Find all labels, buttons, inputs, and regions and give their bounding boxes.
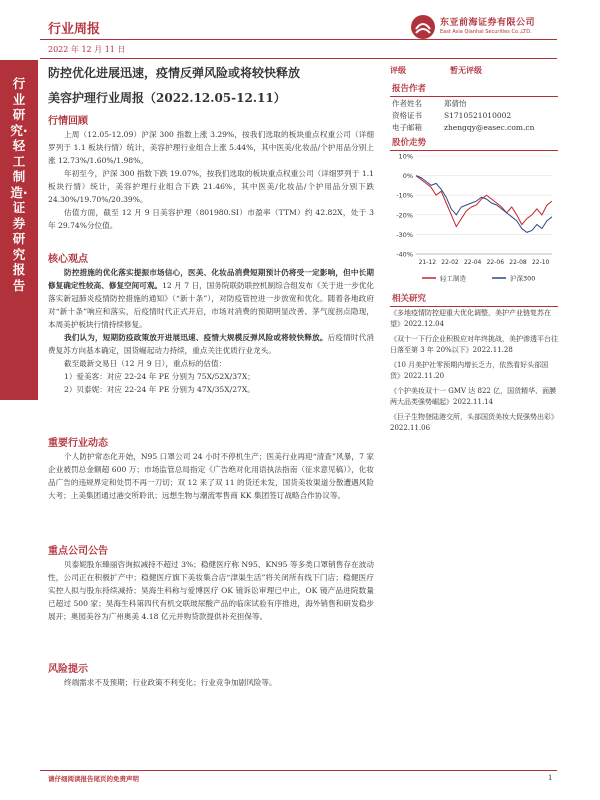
footer-disclaimer: 请仔细阅读报告尾页的免责声明 — [48, 775, 139, 783]
stock-trend-svg — [390, 150, 558, 290]
x-tick-label: 22-04 — [463, 259, 482, 266]
core-view-p1-bold: 防控措施的优化落实提振市场信心，医美、化妆品消费短期预计仍将受一定影响，但中长期修复确定性较高、修复空间可观。 — [48, 268, 374, 290]
market-review-p3: 估值方面，截至 12 月 9 日美容护理（801980.SI）市盈率（TTM）约 42.82X，处于 3 年 29.74%分位值。 — [48, 208, 374, 230]
report-headline: 防控优化进展迅速，疫情反弹风险或将较快释放 — [48, 66, 301, 80]
y-tick-label: -40% — [396, 250, 413, 259]
x-tick-label: 22-08 — [509, 259, 527, 266]
y-tick-label: 0% — [402, 172, 413, 181]
related-item[interactable]: 《巨子生物登陆港交所，头部国货美妆大促强势出彩》2022.11.06 — [390, 413, 558, 432]
related-item[interactable]: 《10 月美护社零预期内增长乏力，依然看好头部国货》2022.11.20 — [390, 361, 549, 380]
rating-row — [390, 65, 558, 79]
company-news-body — [48, 558, 374, 623]
page-number: 1 — [548, 774, 553, 782]
report-type-title: 行业周报 — [48, 22, 101, 37]
y-tick-label: -20% — [396, 211, 413, 220]
core-view-p2-bold: 我们认为，短期防疫政策放开进展迅速、疫情大规模反弹风险或将较快释放。 — [64, 333, 328, 342]
related-item[interactable]: 《双十一下行企业积极应对年终挑战，美护渗透平台往日落至第 3 年 20%以下》2022.11.28 — [390, 335, 558, 354]
analyst-row: 电子邮箱 zhengqy@easec.com.cn — [392, 123, 535, 132]
logo-en-text: East Asia Qianhai Securities Co.,LTD. — [440, 29, 532, 35]
related-item[interactable]: 《个护美妆双十一 GMV 达 822 亿，国货精华、面膜两大品类强势崛起》2022.11.14 — [390, 387, 557, 406]
legend-label: 轻工制造 — [440, 274, 466, 283]
section-title-core-view: 核心观点 — [48, 254, 88, 265]
footer-divider — [40, 770, 557, 771]
analyst-info — [392, 98, 534, 134]
analyst-row: 资格证书 S1710521010002 — [392, 111, 512, 120]
logo-cn-text: 东亚前海证券有限公司 — [440, 18, 536, 28]
authors-section-title: 报告作者 — [390, 82, 558, 97]
industry-news-body — [48, 450, 374, 502]
related-item[interactable]: 《多地疫情防控迎重大优化调整，美护产业链复苏在望》2022.12.04 — [390, 309, 551, 328]
market-review-p2: 年初至今，沪深 300 指数下跌 19.07%，按我们选取的板块重点权重公司（详细罗列于 1.1 板块行情）统计，美容护理行业组合下跌 21.46%，其中医美/化妆品/个护用品分别下跌 24.30%/19.70%/20.39%。 — [48, 169, 374, 204]
logo-mark-icon — [410, 14, 436, 40]
report-subheadline: 美容护理行业周报（2022.12.05-12.11） — [48, 91, 286, 105]
x-tick-label: 22-02 — [441, 259, 459, 266]
core-view-p2 — [48, 331, 374, 357]
market-review-p1: 上周（12.05-12.09）沪深 300 指数上涨 3.29%，按我们选取的板块重点权重公司（详细罗列于 1.1 板块行情）统计，美容护理行业组合上涨 5.44%，其中医美/化妆品/个护用品分别上涨 12.73%/1.60%/1.98%。 — [48, 130, 374, 165]
core-view-body — [48, 266, 374, 396]
rating-label: 评级 — [390, 66, 406, 75]
rating-value: 暂无评级 — [450, 66, 482, 75]
x-tick-label: 22-10 — [531, 259, 550, 266]
stock-trend-chart — [390, 150, 558, 290]
core-view-p5: 2）贝泰妮：对应 22-24 年 PE 分别为 47X/35X/27X。 — [64, 385, 255, 394]
y-tick-label: -10% — [396, 191, 413, 200]
core-view-p2-rest: 后疫情时代消费复苏方向基本确定，国货崛起动力持续，重点关注优质行业龙头。 — [48, 333, 375, 355]
y-tick-label: -30% — [396, 230, 413, 239]
analyst-row: 作者姓名 郑倩怡 — [392, 99, 467, 108]
y-tick-label: 10% — [398, 152, 413, 161]
industry-news-p: 个人防护常态化开始，N95 口罩公司 24 小时不停机生产；医美行业再迎“清查”风暴，7 家企业被罚总金额超 600 万；市场监管总局指定《广告绝对化用语执法指南（征求意见稿）》，化妆品广告的违规界定和处罚不再一刀切；双 12 来了双 11 的货还未发，国货美妆渠道分散遭遇风险大考；上美集团通过港交所聆讯；远想生物与潮流零售商 KK 集团签订战略合作协议等。 — [48, 452, 374, 500]
related-list — [390, 308, 558, 438]
sidebar-vertical-text: 行业研究·轻工制造·证券研究报告 — [10, 76, 28, 293]
core-view-p1-rest: 12 月 7 日，国务院联防联控机制综合组发布《关于进一步优化落实新冠肺炎疫情防控措施的通知》（“新十条”），对防疫管控进一步放宽和优化。随着各地政府对“新十条”响应和落实，后疫情时代正式开启，市场对消费的预期明显改善、茅气度拐点隐现，本周美护板块行情持续修复。 — [48, 281, 375, 329]
market-review-body — [48, 128, 374, 232]
series-line — [416, 176, 552, 233]
x-tick-label: 21-12 — [418, 259, 437, 266]
section-title-risk: 风险提示 — [48, 664, 88, 675]
legend-label: 沪深300 — [510, 274, 536, 283]
core-view-p1 — [48, 266, 374, 331]
stock-trend-section-title: 股价走势 — [390, 136, 558, 151]
x-tick-label: 22-06 — [486, 259, 505, 266]
report-date: 2022 年 12 月 11 日 — [48, 45, 126, 54]
section-title-company-news: 重点公司公告 — [48, 546, 108, 557]
section-title-market-review: 行情回顾 — [48, 116, 88, 127]
core-view-p4: 1）爱美客：对应 22-24 年 PE 分别为 75X/52X/37X； — [64, 372, 255, 381]
risk-p: 终端需求不及预期；行业政策不利变化；行业竞争加剧风险等。 — [64, 678, 277, 687]
related-section-title: 相关研究 — [390, 292, 558, 307]
section-title-industry-news: 重要行业动态 — [48, 438, 108, 449]
left-sidebar-band — [0, 60, 38, 400]
risk-body — [48, 676, 374, 689]
company-news-p: 贝泰妮股东臻丽咨询拟减持不超过 3%；稳健医疗称 N95、KN95 等多类口罩销售存在波动性，公司正在积极扩产中；稳健医疗旗下美妆集合店“津渠生活”将关闭所有线下门店；稳健医疗实控人拟与股东持续减持；昊海生科称与爱博医疗 OK 镜诉讼审理已中止，OK 镜产品进院数量已超过 500 家；昊海生科第四代有机交联玻尿酸产品的临床试验有序推进，海外销售和研发稳步展开；奥园美谷为广州奥美 4.18 亿元并购贷款提供补充担保等。 — [48, 560, 374, 621]
company-logo — [410, 12, 560, 42]
core-view-p3: 截至最新交易日（12 月 9 日），重点标的估值： — [64, 359, 227, 368]
header-divider-2 — [40, 58, 557, 59]
